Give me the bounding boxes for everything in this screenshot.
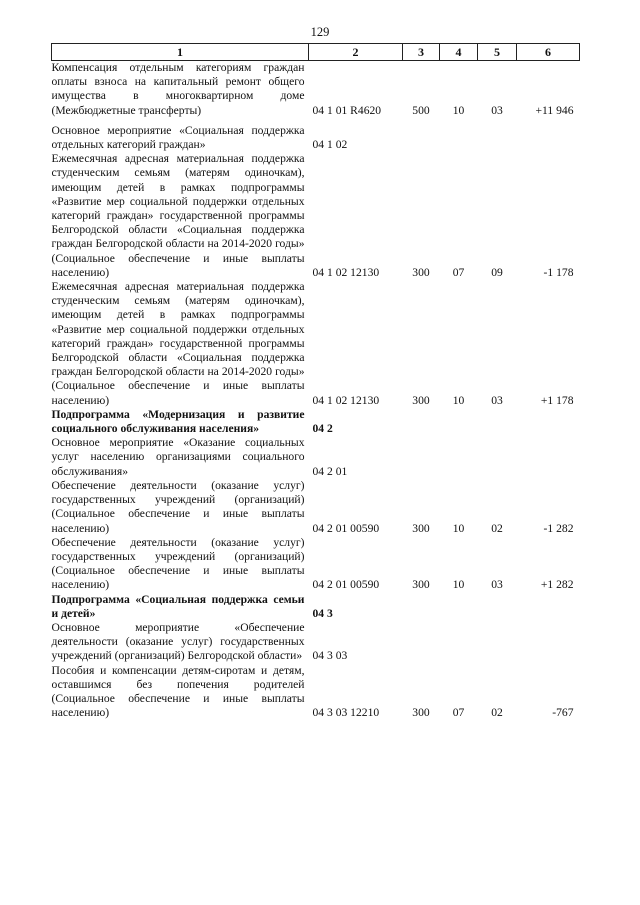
row-col-3: 300 [412,521,430,535]
table-row [52,621,580,664]
header-col-2: 2 [309,44,403,61]
row-col-6: -1 178 [543,265,574,279]
row-col-6: +1 282 [540,578,574,592]
row-col-5 [478,408,517,436]
table-row [52,593,580,621]
row-col-6 [517,436,580,479]
row-col-4: 07 [452,265,465,279]
row-col-4 [440,593,478,621]
table-row [52,664,580,721]
header-col-6: 6 [517,44,580,61]
page-number: 129 [310,25,330,39]
row-description: Обеспечение деятельности (оказание услуг) государственных учреждений (организаций) (Социальное обеспечение и иные выплаты населению) [51,535,305,592]
budget-table [51,43,580,720]
row-col-3 [403,408,440,436]
row-col-5: 03 [491,578,503,592]
row-code: 04 3 03 [312,649,348,663]
row-col-6 [517,118,580,152]
row-col-3: 300 [412,578,430,592]
row-code: 04 2 01 [312,464,348,478]
row-code: 04 2 01 00590 [312,578,380,592]
table-row [52,118,580,152]
row-col-4: 10 [452,521,465,535]
row-col-6: -1 282 [543,521,574,535]
row-col-6 [517,621,580,664]
table-row [52,436,580,479]
row-col-5: 02 [491,706,503,720]
table-body [52,61,580,721]
row-code: 04 2 [312,422,333,436]
row-col-3: 300 [412,393,430,407]
header-row [52,44,580,61]
row-col-4: 10 [452,393,465,407]
row-col-5: 09 [491,265,503,279]
table-row [52,61,580,118]
row-description: Основное мероприятие «Социальная поддержка отдельных категорий граждан» [51,123,305,152]
row-col-5: 02 [491,521,503,535]
row-col-5 [478,436,517,479]
row-col-3 [403,621,440,664]
table-row [52,536,580,593]
row-col-6: +11 946 [535,103,574,117]
row-description: Подпрограмма «Социальная поддержка семьи и детей» [51,592,305,620]
row-col-4 [440,436,478,479]
row-col-4 [440,118,478,152]
row-description: Пособия и компенсации детям-сиротам и детям, оставшимся без попечения родителей (Социальное обеспечение и иные выплаты населению) [51,663,305,720]
row-code: 04 2 01 00590 [312,521,380,535]
row-col-4 [440,408,478,436]
row-description: Подпрограмма «Модернизация и развитие социального обслуживания населения» [51,407,305,436]
row-col-5 [478,621,517,664]
row-col-5 [478,593,517,621]
row-col-6 [517,593,580,621]
header-col-4: 4 [440,44,478,61]
row-col-4: 07 [452,706,465,720]
row-col-3 [403,593,440,621]
row-description: Ежемесячная адресная материальная поддержка студенческим семьям (матерям одиночкам), имеющим детей в рамках подпрограммы «Развитие мер социальной поддержки отдельных категорий граждан» государственной программы Белгородской области «Социальная поддержка граждан Белгородской области на 2014-2020 годы» (Социальное обеспечение и иные выплаты населению) [51,152,305,279]
row-col-5: 03 [491,393,503,407]
table-row [52,280,580,408]
row-description: Ежемесячная адресная материальная поддержка студенческим семьям (матерям одиночкам), имеющим детей в рамках подпрограммы «Развитие мер социальной поддержки отдельных категорий граждан» государственной программы Белгородской области «Социальная поддержка граждан Белгородской области на 2014-2020 годы» (Социальное обеспечение и иные выплаты населению) [51,280,305,407]
row-description: Основное мероприятие «Обеспечение деятельности (оказание услуг) государственных учреждений (организаций) Белгородской области» [51,620,305,663]
row-code: 04 1 01 R4620 [312,103,382,117]
row-code: 04 3 03 12210 [312,706,380,720]
row-col-6 [517,408,580,436]
table-row [52,408,580,436]
row-code: 04 3 [312,606,333,620]
row-description: Обеспечение деятельности (оказание услуг) государственных учреждений (организаций) (Социальное обеспечение и иные выплаты населению) [51,478,305,535]
row-col-5 [478,118,517,152]
row-col-4 [440,621,478,664]
table-row [52,479,580,536]
row-col-6: -767 [552,706,574,720]
row-col-3 [403,436,440,479]
table-row [52,152,580,280]
row-code: 04 1 02 12130 [312,265,380,279]
row-col-3 [403,118,440,152]
row-col-3: 300 [412,706,430,720]
row-description: Компенсация отдельным категориям граждан оплаты взноса на капитальный ремонт общего имущества в многоквартирном доме (Межбюджетные трансферты) [51,61,305,117]
header-col-1: 1 [52,44,309,61]
row-code: 04 1 02 12130 [312,393,380,407]
row-col-6: +1 178 [540,393,574,407]
row-col-4: 10 [452,103,465,117]
row-col-3: 500 [412,103,430,117]
row-col-5: 03 [491,103,503,117]
row-col-3: 300 [412,265,430,279]
row-code: 04 1 02 [312,138,348,152]
header-col-5: 5 [478,44,517,61]
header-col-3: 3 [403,44,440,61]
row-col-4: 10 [452,578,465,592]
row-description: Основное мероприятие «Оказание социальных услуг населению организациями социального обслуживания» [51,436,305,478]
